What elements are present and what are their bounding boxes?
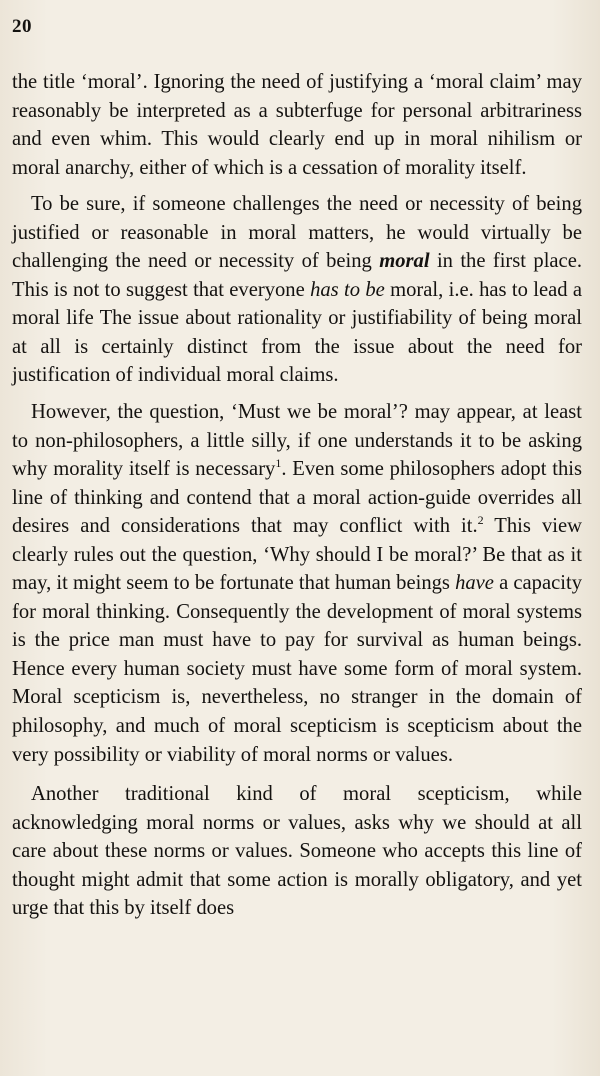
- paragraph-1: [12, 68, 582, 182]
- text-run: in the first place. This is not to suggest that everyone: [12, 250, 582, 301]
- paragraph-2: [12, 190, 582, 390]
- text-run: the title ‘moral’. Ignoring the need of justifying a ‘moral claim’ may reasonably be interpreted as a subterfuge for personal arbitrariness and even whim. This would clearly end up in moral nihilism or moral anarchy, either of which is a cessation of morality itself.: [12, 71, 582, 179]
- text-run: moral, i.e. has to lead a moral life The issue about rationality or justifiability of being moral at all is certainly distinct from the issue about the need for justification of individual moral claims.: [12, 278, 582, 387]
- italic-emphasis: has to be: [310, 278, 385, 301]
- page-number: 20: [12, 16, 32, 37]
- footnote-marker: 2: [477, 513, 484, 528]
- footnote-marker: 1: [275, 456, 282, 471]
- bold-italic-emphasis: moral: [379, 250, 430, 273]
- text-run: a capacity for moral thinking. Consequently the development of moral systems is the price man must have to pay for survival as human beings. Hence every human society must have some form of moral system. Moral scepticism is, nevertheless, no stranger in the domain of philosophy, and much of moral scepticism is scepticism about the very possibility or viability of moral norms or values.: [12, 572, 582, 766]
- paragraph-3: [12, 398, 582, 769]
- text-run: To be sure, if someone challenges the need or necessity of being justified or reasonable in moral matters, he would virtually be challenging the need or necessity of being: [12, 193, 582, 273]
- body-text: [12, 68, 582, 923]
- italic-emphasis: have: [455, 572, 494, 595]
- text-run: . Even some philosophers adopt this line of thinking and contend that a moral action-guide overrides all desires and considerations that may conflict with it.: [12, 458, 582, 538]
- text-run: Another traditional kind of moral scepticism, while acknowledging moral norms or values, asks why we should at all care about these norms or values. Someone who accepts this line of thought might admit that some action is morally obligatory, and yet urge that this by itself does: [12, 783, 582, 920]
- text-run: This view clearly rules out the question, ‘Why should I be moral?’ Be that as it may, it might seem to be fortunate that human beings: [12, 515, 582, 595]
- text-run: However, the question, ‘Must we be moral’? may appear, at least to non-philosophers, a little silly, if one understands it to be asking why morality itself is necessary: [12, 401, 582, 481]
- paragraph-4: [12, 780, 582, 923]
